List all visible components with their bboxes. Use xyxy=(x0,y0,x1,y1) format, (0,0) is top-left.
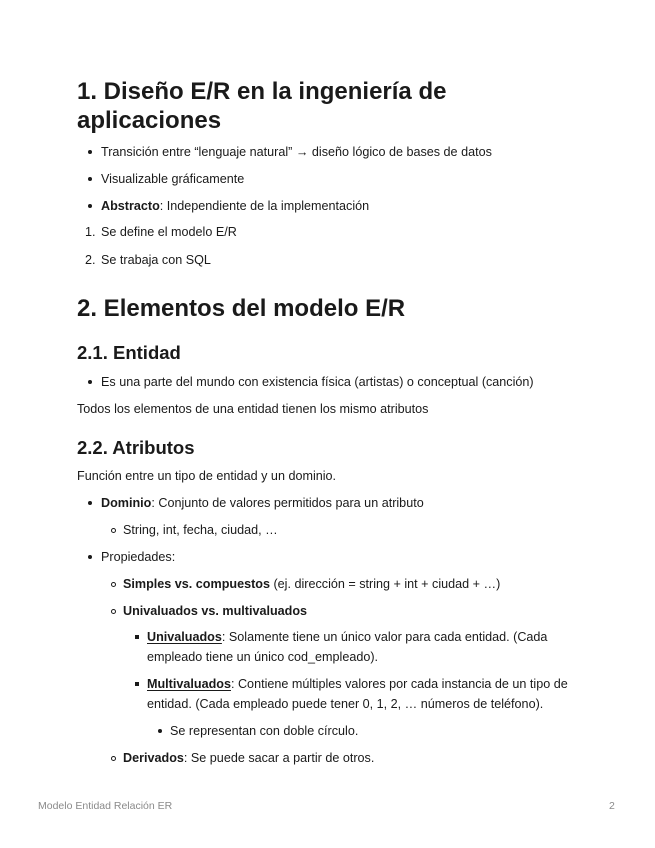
list-item-description: (ej. dirección = string + int + ciudad + …) xyxy=(269,577,501,591)
list-item-text: Transición entre “lenguaje natural” → diseño lógico de bases de datos xyxy=(101,145,492,159)
list-item xyxy=(77,142,597,162)
bullet-icon xyxy=(88,501,92,505)
circle-bullet-icon xyxy=(111,756,116,761)
section-2-heading: 2. Elementos del modelo E/R xyxy=(77,295,406,322)
underlined-term: Univaluados xyxy=(147,630,222,644)
ordered-list-item xyxy=(77,222,597,242)
list-item-description: : Se puede sacar a partir de otros. xyxy=(183,751,375,765)
list-item-text: Visualizable gráficamente xyxy=(101,172,245,186)
list-item xyxy=(77,169,597,189)
list-item xyxy=(77,601,597,621)
bullet-icon xyxy=(88,555,92,559)
list-item xyxy=(77,520,597,540)
bullet-icon xyxy=(88,177,92,181)
list-item-text: Se trabaja con SQL xyxy=(101,253,211,267)
list-item-text: Se representan con doble círculo. xyxy=(170,724,359,738)
list-item-description-cont: entidad. (Cada empleado puede tener 0, 1, 2, … números de teléfono). xyxy=(147,697,544,711)
circle-bullet-icon xyxy=(111,609,116,614)
list-item-text xyxy=(77,574,597,594)
list-item xyxy=(77,574,597,594)
atributos-paragraph: Función entre un tipo de entidad y un dominio. xyxy=(77,469,337,483)
list-item xyxy=(77,196,597,216)
list-item-text: Es una parte del mundo con existencia física (artistas) o conceptual (canción) xyxy=(101,375,534,389)
list-item-description: : Conjunto de valores permitidos para un atributo xyxy=(151,496,424,510)
bold-term: Derivados xyxy=(123,751,184,765)
section-1-title-line-1: 1. Diseño E/R en la ingeniería de xyxy=(77,78,447,105)
square-bullet-icon xyxy=(135,682,139,686)
list-item xyxy=(77,748,597,768)
list-item-text: Propiedades: xyxy=(101,550,176,564)
list-item-text xyxy=(77,748,597,768)
square-bullet-icon xyxy=(135,635,139,639)
underlined-term: Multivaluados xyxy=(147,677,231,691)
subsection-entidad-heading: 2.1. Entidad xyxy=(77,342,181,363)
bold-term: Dominio xyxy=(101,496,152,510)
list-item xyxy=(77,372,597,392)
bullet-icon xyxy=(158,729,162,733)
section-1-heading xyxy=(77,77,597,135)
list-item-text: Se define el modelo E/R xyxy=(101,225,237,239)
bold-term: Abstracto xyxy=(101,199,160,213)
list-item-text xyxy=(77,674,597,714)
circle-bullet-icon xyxy=(111,582,116,587)
list-item-text xyxy=(77,493,597,513)
subsection-atributos-heading: 2.2. Atributos xyxy=(77,437,195,458)
list-item-text xyxy=(77,601,597,621)
bullet-icon xyxy=(88,150,92,154)
bullet-icon xyxy=(88,380,92,384)
section-1-title-line-2: aplicaciones xyxy=(77,107,222,134)
circle-bullet-icon xyxy=(111,528,116,533)
list-item-description-cont: empleado tiene un único cod_empleado). xyxy=(147,650,379,664)
bullet-icon xyxy=(88,204,92,208)
bold-term: Simples vs. compuestos xyxy=(123,577,270,591)
list-item-text xyxy=(77,627,597,667)
list-item-text xyxy=(77,196,597,216)
bold-term: Univaluados vs. multivaluados xyxy=(123,604,308,618)
list-item-description: : Contiene múltiples valores por cada instancia de un tipo de xyxy=(230,677,568,691)
list-item xyxy=(77,721,597,741)
bold-term xyxy=(147,630,222,644)
list-number: 1. xyxy=(85,225,96,239)
footer-title: Modelo Entidad Relación ER xyxy=(38,800,173,812)
bold-term xyxy=(147,677,231,691)
list-item xyxy=(77,627,597,667)
list-item-description: : Solamente tiene un único valor para cada entidad. (Cada xyxy=(221,630,548,644)
page-number: 2 xyxy=(609,800,615,812)
list-item xyxy=(77,493,597,513)
entidad-paragraph: Todos los elementos de una entidad tienen los mismo atributos xyxy=(77,402,429,416)
list-number: 2. xyxy=(85,253,96,267)
list-item-description: : Independiente de la implementación xyxy=(159,199,370,213)
list-item-text: String, int, fecha, ciudad, … xyxy=(123,523,278,537)
list-item xyxy=(77,674,597,714)
list-item xyxy=(77,547,597,567)
ordered-list-item xyxy=(77,250,597,270)
